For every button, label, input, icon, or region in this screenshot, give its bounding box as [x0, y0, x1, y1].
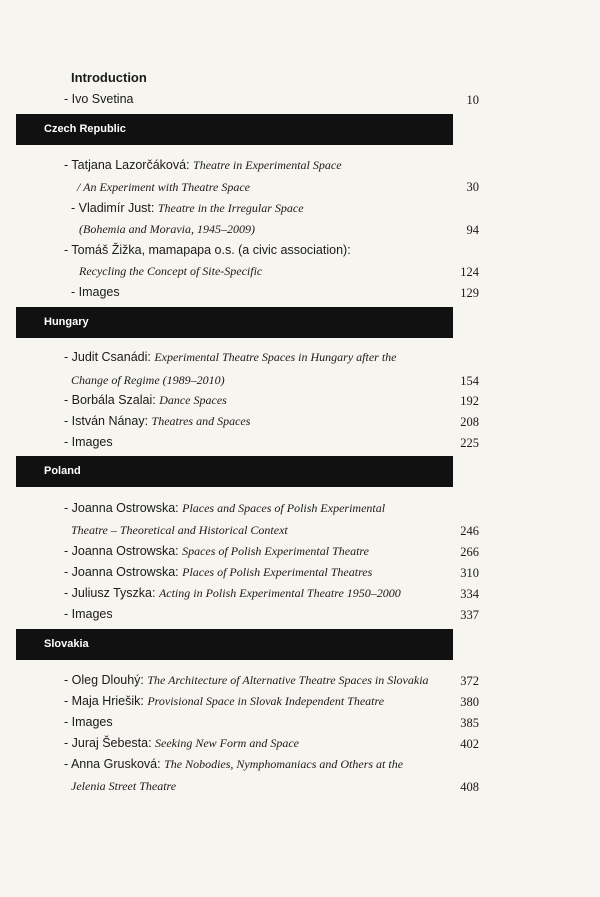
toc-entry: - Images [64, 715, 113, 729]
toc-page-number: 30 [466, 180, 479, 194]
section-hungary: Hungary [16, 307, 453, 338]
toc-page-number: 154 [460, 374, 479, 388]
toc-page-number: 402 [460, 737, 479, 751]
toc-page-number: 246 [460, 524, 479, 538]
toc-entry: - Tomáš Žižka, mamapapa o.s. (a civic association): [64, 243, 351, 257]
toc-entry: - Maja Hriešik: Provisional Space in Slovak Independent Theatre [64, 694, 385, 708]
toc-page-number: 124 [460, 265, 479, 279]
toc-entry-cont: / An Experiment with Theatre Space [77, 180, 250, 194]
toc-page-number: 372 [460, 674, 479, 688]
toc-entry: - Oleg Dlouhý: The Architecture of Alternative Theatre Spaces in Slovakia [64, 673, 429, 687]
toc-page-number: 408 [460, 780, 479, 794]
toc-entry: - Images [71, 285, 120, 299]
toc-entry: - Images [64, 607, 113, 621]
toc-page-number: 225 [460, 436, 479, 450]
toc-page-number: 129 [460, 286, 479, 300]
toc-entry: - Joanna Ostrowska: Spaces of Polish Experimental Theatre [64, 544, 369, 558]
toc-entry: - Juliusz Tyszka: Acting in Polish Experimental Theatre 1950–2000 [64, 586, 401, 600]
toc-entry-cont: Change of Regime (1989–2010) [71, 373, 225, 387]
intro-author: - Ivo Svetina [64, 92, 134, 106]
toc-entry: - Images [64, 435, 113, 449]
toc-entry: - Joanna Ostrowska: Places of Polish Experimental Theatres [64, 565, 373, 579]
toc-page-number: 337 [460, 608, 479, 622]
introduction-heading: Introduction [71, 70, 147, 85]
section-czech-republic: Czech Republic [16, 114, 453, 145]
toc-entry: - Anna Grusková: The Nobodies, Nymphomaniacs and Others at the [64, 757, 404, 771]
section-slovakia: Slovakia [16, 629, 453, 660]
toc-page-number: 385 [460, 716, 479, 730]
toc-entry: - Tatjana Lazorčáková: Theatre in Experimental Space [64, 158, 342, 172]
toc-entry: - Vladimír Just: Theatre in the Irregular Space [71, 201, 304, 215]
toc-entry: - Joanna Ostrowska: Places and Spaces of Polish Experimental [64, 501, 386, 515]
toc-page-number: 192 [460, 394, 479, 408]
toc-entry: - István Nánay: Theatres and Spaces [64, 414, 251, 428]
intro-page: 10 [466, 93, 479, 107]
toc-entry-cont: Theatre – Theoretical and Historical Context [71, 523, 288, 537]
section-poland: Poland [16, 456, 453, 487]
toc-entry-cont: Recycling the Concept of Site-Specific [79, 264, 263, 278]
toc-entry-cont: Jelenia Street Theatre [71, 779, 177, 793]
toc-entry: - Juraj Šebesta: Seeking New Form and Space [64, 736, 299, 750]
toc-entry-cont: (Bohemia and Moravia, 1945–2009) [79, 222, 255, 236]
toc-page-number: 208 [460, 415, 479, 429]
toc-page-number: 380 [460, 695, 479, 709]
toc-page-number: 94 [466, 223, 479, 237]
toc-page-number: 334 [460, 587, 479, 601]
toc-entry: - Borbála Szalai: Dance Spaces [64, 393, 227, 407]
toc-entry: - Judit Csanádi: Experimental Theatre Spaces in Hungary after the [64, 350, 397, 364]
toc-page-number: 310 [460, 566, 479, 580]
toc-page-number: 266 [460, 545, 479, 559]
